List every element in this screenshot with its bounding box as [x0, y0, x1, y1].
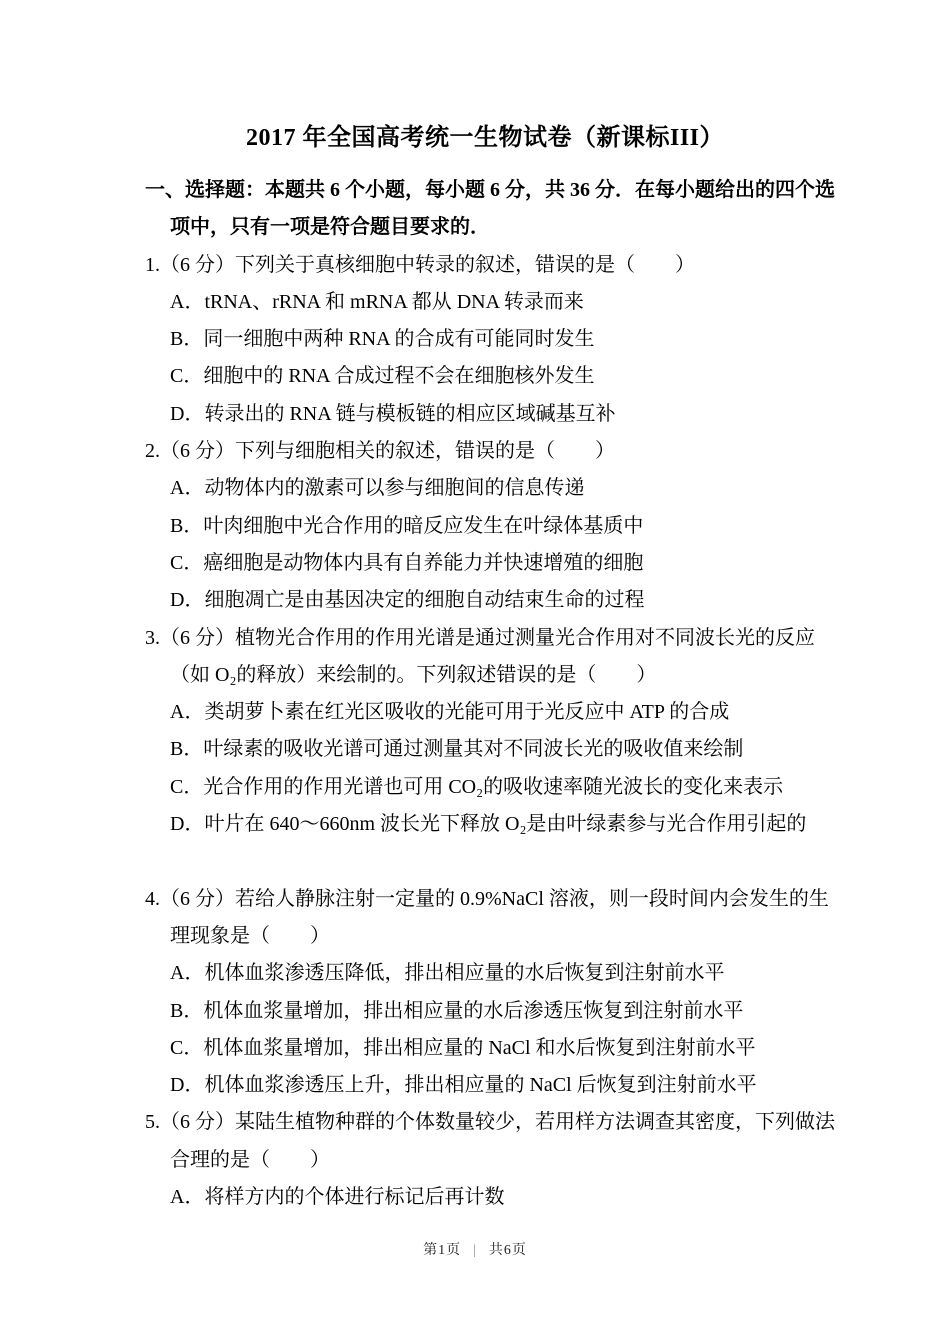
option-text: 动物体内的激素可以参与细胞间的信息传递	[204, 477, 585, 500]
option-text: 机体血浆渗透压降低，排出相应量的水后恢复到注射前水平	[204, 962, 725, 985]
question-5-option-a	[145, 1179, 825, 1216]
question-4-option-a	[145, 955, 825, 992]
question-3-stem-line-1	[145, 620, 825, 657]
option-label: B．	[170, 738, 204, 761]
page-total: 共6页	[488, 1243, 527, 1258]
option-label: D．	[170, 813, 205, 836]
option-text: 同一细胞中两种 RNA 的合成有可能同时发生	[203, 328, 595, 351]
option-text: 光合作用的作用光谱也可用 CO₂的吸收速率随光波长的变化来表示	[203, 775, 784, 798]
question-3-stem-line-2: （如 O₂的释放）来绘制的。下列叙述错误的是（ ）	[170, 663, 657, 686]
question-3-number: 3.	[145, 626, 160, 649]
option-label: A．	[170, 1186, 205, 1209]
question-3-option-c	[145, 769, 825, 806]
question-3-stem-text: 植物光合作用的作用光谱是通过测量光合作用对不同波长光的反应	[235, 626, 815, 649]
question-2-number: 2.	[145, 440, 160, 463]
option-text: 癌细胞是动物体内具有自养能力并快速增殖的细胞	[203, 551, 644, 574]
option-text: 叶绿素的吸收光谱可通过测量其对不同波长光的吸收值来绘制	[203, 738, 744, 761]
option-label: C．	[170, 1036, 204, 1059]
question-4-option-c	[145, 1030, 825, 1067]
question-1-option-a	[145, 284, 825, 321]
option-label: B．	[170, 328, 204, 351]
question-5-stem-line-2: 合理的是（ ）	[170, 1148, 330, 1171]
option-text: 类胡萝卜素在红光区吸收的光能可用于光反应中 ATP 的合成	[204, 701, 730, 724]
section-heading-line-2: 项中，只有一项是符合题目要求的．	[170, 216, 490, 239]
option-label: B．	[170, 999, 204, 1022]
question-1-option-b	[145, 321, 825, 358]
section-heading	[145, 172, 835, 247]
question-1-option-d	[145, 396, 825, 433]
question-5-points: （6 分）	[160, 1111, 235, 1134]
option-label: C．	[170, 775, 204, 798]
question-2-option-d	[145, 582, 825, 619]
option-label: A．	[170, 962, 205, 985]
option-label: B．	[170, 514, 204, 537]
option-text: tRNA、rRNA 和 mRNA 都从 DNA 转录而来	[204, 290, 584, 313]
option-label: D．	[170, 1074, 205, 1097]
question-1-stem-text: 下列关于真核细胞中转录的叙述，错误的是（ ）	[235, 253, 695, 276]
option-text: 细胞凋亡是由基因决定的细胞自动结束生命的过程	[204, 589, 645, 612]
question-2-stem-text: 下列与细胞相关的叙述，错误的是（ ）	[235, 440, 615, 463]
page-number: 第1页	[423, 1243, 462, 1258]
section-heading-line-1: 一、选择题：本题共 6 个小题，每小题 6 分，共 36 分．在每小题给出的四个选	[145, 179, 835, 201]
option-label: D．	[170, 402, 205, 425]
option-label: A．	[170, 290, 205, 313]
question-4-number: 4.	[145, 887, 160, 910]
option-text: 机体血浆量增加，排出相应量的 NaCl 和水后恢复到注射前水平	[203, 1036, 756, 1059]
question-4-stem-line-2: 理现象是（ ）	[170, 924, 330, 947]
option-label: A．	[170, 477, 205, 500]
option-text: 转录出的 RNA 链与模板链的相应区域碱基互补	[204, 402, 616, 425]
question-3-option-a	[145, 694, 825, 731]
question-2-option-c	[145, 545, 825, 582]
option-label: A．	[170, 701, 205, 724]
question-1-stem-line-1	[145, 247, 825, 284]
question-4-option-d	[145, 1067, 825, 1104]
question-2-points: （6 分）	[160, 440, 235, 463]
question-1	[145, 247, 825, 433]
question-4-option-b	[145, 993, 825, 1030]
question-4-points: （6 分）	[160, 887, 235, 910]
option-text: 细胞中的 RNA 合成过程不会在细胞核外发生	[203, 365, 595, 388]
exam-title: 2017 年全国高考统一生物试卷（新课标III）	[245, 125, 725, 151]
question-1-points: （6 分）	[160, 253, 235, 276]
question-4	[145, 881, 829, 1105]
question-4-stem-line-1	[145, 881, 829, 918]
question-5-number: 5.	[145, 1111, 160, 1134]
option-text: 机体血浆量增加，排出相应量的水后渗透压恢复到注射前水平	[203, 999, 744, 1022]
option-label: C．	[170, 551, 204, 574]
question-3-points: （6 分）	[160, 626, 235, 649]
question-3-option-d	[145, 806, 825, 843]
question-1-number: 1.	[145, 253, 160, 276]
question-2	[145, 433, 825, 619]
question-5-stem-text: 某陆生植物种群的个体数量较少，若用样方法调查其密度，下列做法	[235, 1111, 835, 1134]
option-label: D．	[170, 589, 205, 612]
question-2-stem-line-1	[145, 433, 825, 470]
question-1-option-c	[145, 358, 825, 395]
question-3	[145, 620, 825, 844]
page-footer	[0, 1240, 950, 1262]
question-4-stem-text: 若给人静脉注射一定量的 0.9%NaCl 溶液，则一段时间内会发生的生	[235, 887, 829, 910]
question-3-option-b	[145, 731, 825, 768]
content	[145, 0, 835, 1216]
question-2-option-b	[145, 508, 825, 545]
footer-divider: |	[473, 1243, 477, 1258]
option-text: 叶片在 640～660nm 波长光下释放 O₂是由叶绿素参与光合作用引起的	[204, 813, 807, 836]
question-5	[145, 1104, 835, 1216]
option-text: 机体血浆渗透压上升，排出相应量的 NaCl 后恢复到注射前水平	[204, 1074, 757, 1097]
option-label: C．	[170, 365, 204, 388]
question-5-stem-line-1	[145, 1104, 835, 1141]
question-2-option-a	[145, 470, 825, 507]
option-text: 将样方内的个体进行标记后再计数	[204, 1186, 505, 1209]
option-text: 叶肉细胞中光合作用的暗反应发生在叶绿体基质中	[203, 514, 644, 537]
